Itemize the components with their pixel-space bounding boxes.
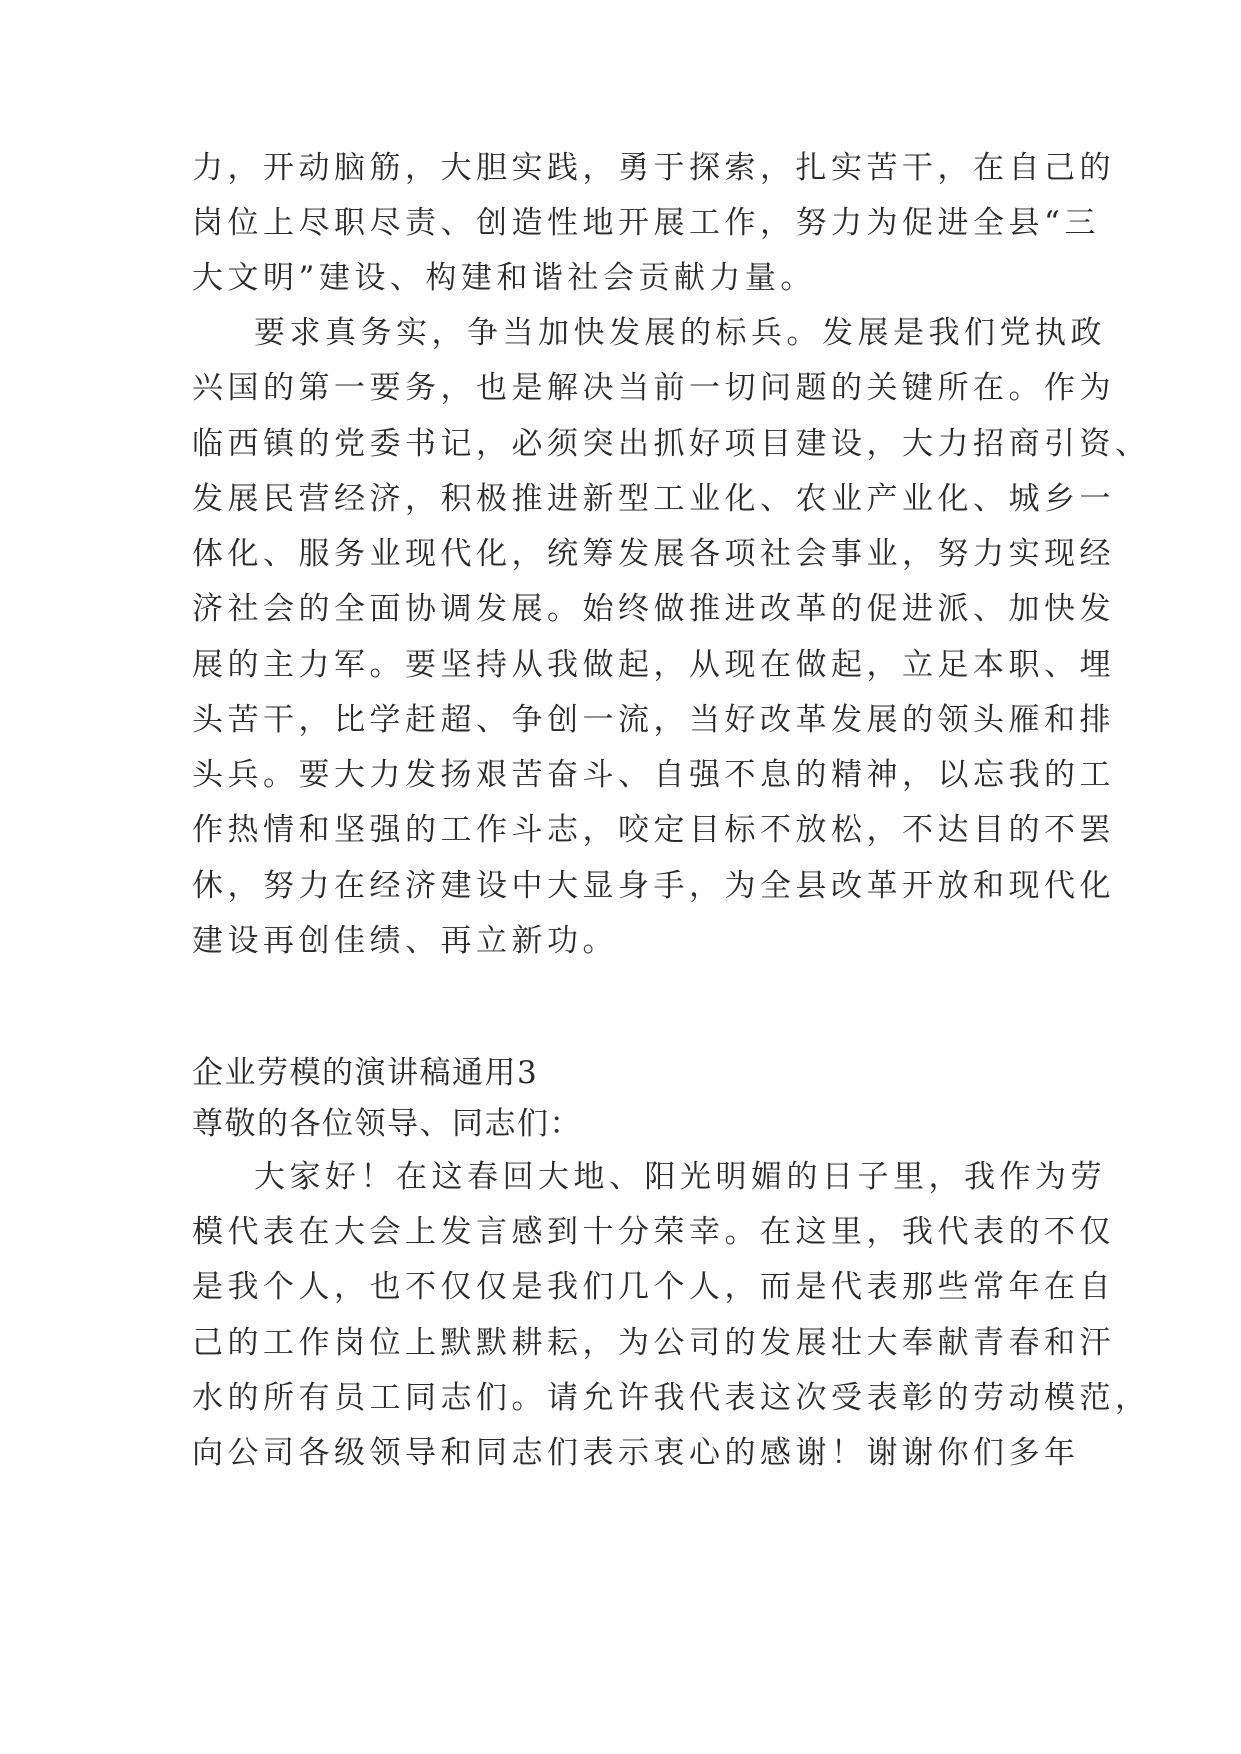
salutation: 尊敬的各位领导、同志们： (192, 1106, 582, 1142)
section-heading: 企业劳模的演讲稿通用3 (192, 1055, 539, 1091)
body-line: 休，努力在经济建设中大显身手，为全县改革开放和现代化 (192, 868, 1115, 904)
body-line: 水的所有员工同志们。请允许我代表这次受表彰的劳动模范， (192, 1380, 1151, 1416)
paragraph-first-line: 要求真务实，争当加快发展的标兵。发展是我们党执政 (254, 315, 1106, 351)
body-line: 发展民营经济，积极推进新型工业化、农业产业化、城乡一 (192, 481, 1115, 517)
body-line: 头苦干，比学赶超、争创一流，当好改革发展的领头雁和排 (192, 702, 1115, 738)
body-line: 向公司各级领导和同志们表示衷心的感谢！谢谢你们多年 (192, 1435, 1080, 1471)
body-line: 力，开动脑筋，大胆实践，勇于探索，扎实苦干，在自己的 (192, 150, 1115, 186)
body-line: 己的工作岗位上默默耕耘，为公司的发展壮大奉献青春和汗 (192, 1325, 1115, 1361)
body-line: 大文明”建设、构建和谐社会贡献力量。 (192, 260, 816, 296)
paragraph-first-line: 大家好！在这春回大地、阳光明媚的日子里，我作为劳 (254, 1159, 1106, 1195)
body-line: 岗位上尽职尽责、创造性地开展工作，努力为促进全县“三 (192, 205, 1100, 241)
body-line: 作热情和坚强的工作斗志，咬定目标不放松，不达目的不罢 (192, 812, 1115, 848)
body-line: 兴国的第一要务，也是解决当前一切问题的关键所在。作为 (192, 370, 1115, 406)
body-line: 体化、服务业现代化，统筹发展各项社会事业，努力实现经 (192, 536, 1115, 572)
body-line: 头兵。要大力发扬艰苦奋斗、自强不息的精神，以忘我的工 (192, 757, 1115, 793)
body-line: 是我个人，也不仅仅是我们几个人，而是代表那些常年在自 (192, 1269, 1115, 1305)
body-line: 模代表在大会上发言感到十分荣幸。在这里，我代表的不仅 (192, 1214, 1115, 1250)
body-line: 建设再创佳绩、再立新功。 (192, 923, 618, 959)
body-line: 临西镇的党委书记，必须突出抓好项目建设，大力招商引资、 (192, 426, 1151, 462)
body-line: 济社会的全面协调发展。始终做推进改革的促进派、加快发 (192, 591, 1115, 627)
body-line: 展的主力军。要坚持从我做起，从现在做起，立足本职、埋 (192, 647, 1115, 683)
